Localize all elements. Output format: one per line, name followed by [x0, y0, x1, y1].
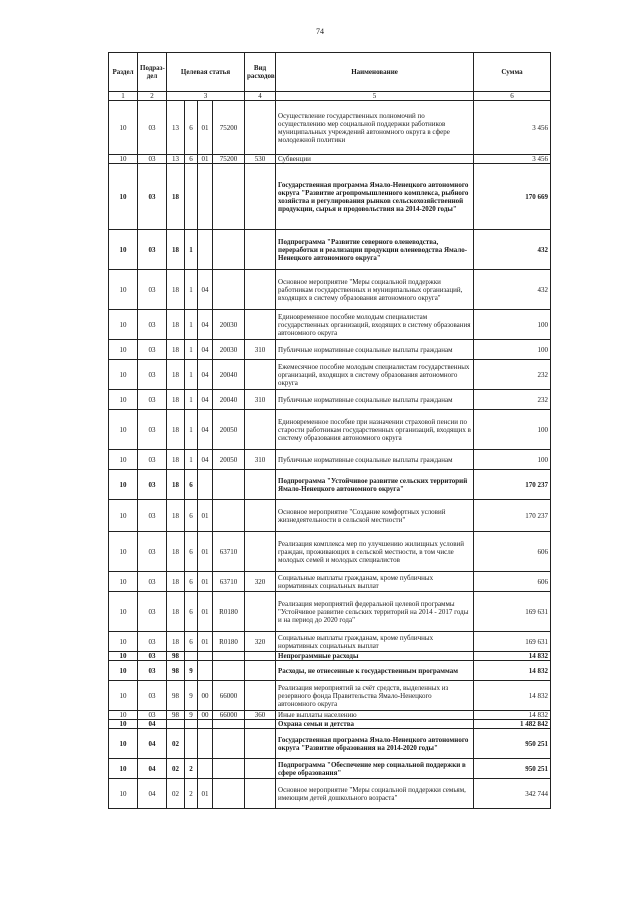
target-direction-cell: [213, 652, 245, 661]
target-direction-cell: 20050: [213, 450, 245, 470]
sum-cell: 170 669: [474, 164, 551, 230]
target-program-cell: 18: [167, 572, 185, 592]
target-direction-cell: [213, 729, 245, 759]
target-subprogram-cell: 6: [185, 101, 198, 155]
sum-cell: 100: [474, 410, 551, 450]
item-name-cell: Осуществление государственных полномочий по осуществлению мер социальной поддержки работников муниципальных учреждений автономного округа в сфере молодежной политики: [276, 101, 474, 155]
target-program-cell: 02: [167, 729, 185, 759]
target-subprogram-cell: 1: [185, 390, 198, 410]
target-subprogram-cell: 2: [185, 779, 198, 809]
podrazdel-cell: 04: [138, 759, 167, 779]
podrazdel-cell: 03: [138, 390, 167, 410]
target-event-cell: 04: [198, 310, 213, 340]
podrazdel-cell: 03: [138, 572, 167, 592]
target-direction-cell: 20030: [213, 340, 245, 360]
expense-type-cell: [245, 592, 276, 632]
podrazdel-cell: 04: [138, 779, 167, 809]
expense-type-cell: [245, 500, 276, 532]
target-event-cell: 01: [198, 532, 213, 572]
target-event-cell: 01: [198, 572, 213, 592]
target-program-cell: 18: [167, 500, 185, 532]
target-event-cell: 04: [198, 410, 213, 450]
item-name-cell: Основное мероприятие "Меры социальной поддержки работникам государственных и муниципальных организаций, входящих в систему образования автономного округа": [276, 270, 474, 310]
target-program-cell: [167, 720, 185, 729]
sum-cell: 232: [474, 360, 551, 390]
target-event-cell: 04: [198, 450, 213, 470]
razdel-cell: 10: [109, 410, 138, 450]
target-direction-cell: 63710: [213, 532, 245, 572]
target-subprogram-cell: 1: [185, 450, 198, 470]
target-subprogram-cell: 6: [185, 572, 198, 592]
podrazdel-cell: 03: [138, 661, 167, 681]
item-name-cell: Государственная программа Ямало-Ненецкого автономного округа "Развитие образования на 2014-2020 годы": [276, 729, 474, 759]
razdel-cell: 10: [109, 652, 138, 661]
podrazdel-cell: 03: [138, 360, 167, 390]
target-event-cell: [198, 720, 213, 729]
table-row: [109, 470, 551, 500]
target-event-cell: 04: [198, 270, 213, 310]
expense-type-cell: 360: [245, 711, 276, 720]
sum-cell: 14 832: [474, 652, 551, 661]
target-program-cell: 13: [167, 155, 185, 164]
table-row: [109, 759, 551, 779]
item-name-cell: Непрограммные расходы: [276, 652, 474, 661]
razdel-cell: 10: [109, 532, 138, 572]
podrazdel-cell: 03: [138, 164, 167, 230]
target-subprogram-cell: 9: [185, 661, 198, 681]
budget-table: [108, 52, 551, 809]
podrazdel-cell: 03: [138, 270, 167, 310]
expense-type-cell: [245, 310, 276, 340]
target-subprogram-cell: 6: [185, 155, 198, 164]
razdel-cell: 10: [109, 632, 138, 652]
expense-type-cell: [245, 720, 276, 729]
item-name-cell: Иные выплаты населению: [276, 711, 474, 720]
podrazdel-cell: 03: [138, 410, 167, 450]
sum-cell: 432: [474, 270, 551, 310]
target-event-cell: 01: [198, 779, 213, 809]
target-direction-cell: 75200: [213, 155, 245, 164]
table-row: [109, 632, 551, 652]
target-direction-cell: 63710: [213, 572, 245, 592]
expense-type-cell: [245, 759, 276, 779]
target-subprogram-cell: [185, 720, 198, 729]
target-program-cell: 18: [167, 632, 185, 652]
item-name-cell: Подпрограмма "Развитие северного оленеводства, переработки и реализации продукции оленеводства Ямало-Ненецкого автономного округа": [276, 230, 474, 270]
expense-type-cell: [245, 410, 276, 450]
item-name-cell: Основное мероприятие "Создание комфортных условий жизнедеятельности в сельской местности": [276, 500, 474, 532]
item-name-cell: Реализация комплекса мер по улучшению жилищных условий граждан, проживающих в сельской местности, в том числе молодых семей и молодых специалистов: [276, 532, 474, 572]
target-program-cell: 18: [167, 390, 185, 410]
item-name-cell: Социальные выплаты гражданам, кроме публичных нормативных социальных выплат: [276, 572, 474, 592]
column-index: 2: [138, 92, 167, 101]
table-row: [109, 592, 551, 632]
expense-type-cell: 530: [245, 155, 276, 164]
target-subprogram-cell: 9: [185, 711, 198, 720]
table-row: [109, 729, 551, 759]
header-podrazdel: Подраз-дел: [138, 53, 167, 92]
target-event-cell: 04: [198, 340, 213, 360]
sum-cell: 3 456: [474, 155, 551, 164]
expense-type-cell: 310: [245, 390, 276, 410]
target-event-cell: 04: [198, 390, 213, 410]
target-direction-cell: 20030: [213, 310, 245, 340]
target-event-cell: [198, 759, 213, 779]
razdel-cell: 10: [109, 779, 138, 809]
sum-cell: 169 631: [474, 592, 551, 632]
sum-cell: 100: [474, 450, 551, 470]
expense-type-cell: [245, 652, 276, 661]
item-name-cell: Публичные нормативные социальные выплаты гражданам: [276, 450, 474, 470]
item-name-cell: Ежемесячное пособие молодым специалистам государственных организаций, входящих в систему образования автономного округа: [276, 360, 474, 390]
table-row: [109, 310, 551, 340]
razdel-cell: 10: [109, 101, 138, 155]
target-event-cell: 04: [198, 360, 213, 390]
target-event-cell: 01: [198, 101, 213, 155]
expense-type-cell: [245, 532, 276, 572]
sum-cell: 170 237: [474, 500, 551, 532]
razdel-cell: 10: [109, 720, 138, 729]
sum-cell: 3 456: [474, 101, 551, 155]
item-name-cell: Расходы, не отнесенные к государственным программам: [276, 661, 474, 681]
target-subprogram-cell: 1: [185, 360, 198, 390]
razdel-cell: 10: [109, 360, 138, 390]
target-event-cell: 00: [198, 681, 213, 711]
razdel-cell: 10: [109, 592, 138, 632]
target-direction-cell: [213, 470, 245, 500]
podrazdel-cell: 04: [138, 720, 167, 729]
table-row: [109, 572, 551, 592]
table-row: [109, 661, 551, 681]
target-subprogram-cell: 1: [185, 410, 198, 450]
item-name-cell: Реализация мероприятий федеральной целевой программы "Устойчивое развитие сельских территорий на 2014 - 2017 годы и на период до 2020 года": [276, 592, 474, 632]
target-program-cell: 18: [167, 532, 185, 572]
target-program-cell: 98: [167, 711, 185, 720]
header-sum: Сумма: [474, 53, 551, 92]
podrazdel-cell: 03: [138, 532, 167, 572]
target-program-cell: 18: [167, 164, 185, 230]
razdel-cell: 10: [109, 729, 138, 759]
target-direction-cell: [213, 230, 245, 270]
expense-type-cell: [245, 779, 276, 809]
target-subprogram-cell: 6: [185, 470, 198, 500]
target-event-cell: [198, 470, 213, 500]
table-row: [109, 711, 551, 720]
razdel-cell: 10: [109, 661, 138, 681]
expense-type-cell: [245, 681, 276, 711]
target-subprogram-cell: 1: [185, 230, 198, 270]
target-subprogram-cell: 6: [185, 532, 198, 572]
podrazdel-cell: 03: [138, 632, 167, 652]
page-number: 74: [316, 27, 324, 36]
item-name-cell: Основное мероприятие "Меры социальной поддержки семьям, имеющим детей дошкольного возраста": [276, 779, 474, 809]
table-row: [109, 340, 551, 360]
podrazdel-cell: 03: [138, 155, 167, 164]
target-event-cell: 01: [198, 500, 213, 532]
target-event-cell: [198, 661, 213, 681]
target-program-cell: 02: [167, 759, 185, 779]
target-subprogram-cell: 6: [185, 632, 198, 652]
razdel-cell: 10: [109, 470, 138, 500]
item-name-cell: Единовременное пособие при назначении страховой пенсии по старости работникам государственных организаций, входящих в систему образования автономного округа: [276, 410, 474, 450]
podrazdel-cell: 03: [138, 230, 167, 270]
target-event-cell: [198, 652, 213, 661]
expense-type-cell: 320: [245, 572, 276, 592]
column-index: 3: [167, 92, 245, 101]
header-row: [109, 53, 551, 92]
razdel-cell: 10: [109, 572, 138, 592]
item-name-cell: Социальные выплаты гражданам, кроме публичных нормативных социальных выплат: [276, 632, 474, 652]
target-direction-cell: 20040: [213, 360, 245, 390]
podrazdel-cell: 03: [138, 450, 167, 470]
razdel-cell: 10: [109, 390, 138, 410]
table-row: [109, 270, 551, 310]
target-subprogram-cell: 1: [185, 270, 198, 310]
target-subprogram-cell: 6: [185, 500, 198, 532]
item-name-cell: Реализация мероприятий за счёт средств, выделенных из резервного фонда Правительства Ямало-Ненецкого автономного округа: [276, 681, 474, 711]
sum-cell: 606: [474, 532, 551, 572]
podrazdel-cell: 03: [138, 681, 167, 711]
target-event-cell: 00: [198, 711, 213, 720]
header-expense-type: Вид расходов: [245, 53, 276, 92]
item-name-cell: Охрана семьи и детства: [276, 720, 474, 729]
target-direction-cell: R0180: [213, 632, 245, 652]
table-row: [109, 164, 551, 230]
expense-type-cell: [245, 230, 276, 270]
podrazdel-cell: 03: [138, 310, 167, 340]
target-direction-cell: [213, 500, 245, 532]
podrazdel-cell: 03: [138, 592, 167, 632]
item-name-cell: Государственная программа Ямало-Ненецкого автономного округа "Развитие агропромышленного комплекса, рыбного хозяйства и регулирования рынков сельскохозяйственной продукции, сырья и продовольствия на 2014-2020 годы": [276, 164, 474, 230]
sum-cell: 432: [474, 230, 551, 270]
target-subprogram-cell: [185, 164, 198, 230]
podrazdel-cell: 03: [138, 711, 167, 720]
target-program-cell: 98: [167, 652, 185, 661]
target-event-cell: 01: [198, 592, 213, 632]
table-row: [109, 779, 551, 809]
target-subprogram-cell: 2: [185, 759, 198, 779]
sum-cell: 232: [474, 390, 551, 410]
column-index: 5: [276, 92, 474, 101]
item-name-cell: Публичные нормативные социальные выплаты гражданам: [276, 340, 474, 360]
expense-type-cell: [245, 270, 276, 310]
table-row: [109, 230, 551, 270]
table-row: [109, 155, 551, 164]
razdel-cell: 10: [109, 155, 138, 164]
item-name-cell: Подпрограмма "Устойчивое развитие сельских территорий Ямало-Ненецкого автономного округа": [276, 470, 474, 500]
target-program-cell: 18: [167, 592, 185, 632]
target-subprogram-cell: [185, 729, 198, 759]
sum-cell: 950 251: [474, 729, 551, 759]
target-direction-cell: [213, 661, 245, 681]
target-program-cell: 18: [167, 340, 185, 360]
target-event-cell: [198, 230, 213, 270]
expense-type-cell: [245, 661, 276, 681]
column-index: 1: [109, 92, 138, 101]
column-index: 4: [245, 92, 276, 101]
razdel-cell: 10: [109, 270, 138, 310]
target-direction-cell: 75200: [213, 101, 245, 155]
target-program-cell: 18: [167, 270, 185, 310]
expense-type-cell: [245, 729, 276, 759]
target-program-cell: 18: [167, 450, 185, 470]
target-direction-cell: R0180: [213, 592, 245, 632]
table-row: [109, 652, 551, 661]
razdel-cell: 10: [109, 230, 138, 270]
sum-cell: 950 251: [474, 759, 551, 779]
podrazdel-cell: 03: [138, 101, 167, 155]
expense-type-cell: [245, 101, 276, 155]
razdel-cell: 10: [109, 681, 138, 711]
razdel-cell: 10: [109, 759, 138, 779]
sum-cell: 14 832: [474, 711, 551, 720]
target-event-cell: [198, 729, 213, 759]
target-direction-cell: [213, 270, 245, 310]
target-direction-cell: 66000: [213, 711, 245, 720]
target-direction-cell: [213, 164, 245, 230]
sum-cell: 606: [474, 572, 551, 592]
item-name-cell: Публичные нормативные социальные выплаты гражданам: [276, 390, 474, 410]
expense-type-cell: 310: [245, 340, 276, 360]
table-row: [109, 532, 551, 572]
sum-cell: 14 832: [474, 681, 551, 711]
podrazdel-cell: 03: [138, 470, 167, 500]
target-program-cell: 13: [167, 101, 185, 155]
table-row: [109, 360, 551, 390]
header-name: Наименование: [276, 53, 474, 92]
razdel-cell: 10: [109, 340, 138, 360]
podrazdel-cell: 03: [138, 500, 167, 532]
target-subprogram-cell: 1: [185, 340, 198, 360]
item-name-cell: Подпрограмма "Обеспечение мер социальной поддержки в сфере образования": [276, 759, 474, 779]
target-program-cell: 02: [167, 779, 185, 809]
target-program-cell: 18: [167, 310, 185, 340]
target-direction-cell: 20050: [213, 410, 245, 450]
target-event-cell: [198, 164, 213, 230]
target-direction-cell: [213, 759, 245, 779]
sum-cell: 100: [474, 340, 551, 360]
header-target-article: Целевая статья: [167, 53, 245, 92]
expense-type-cell: [245, 470, 276, 500]
razdel-cell: 10: [109, 164, 138, 230]
table-row: [109, 720, 551, 729]
target-program-cell: 18: [167, 360, 185, 390]
target-program-cell: 18: [167, 230, 185, 270]
target-event-cell: 01: [198, 155, 213, 164]
sum-cell: 14 832: [474, 661, 551, 681]
expense-type-cell: 310: [245, 450, 276, 470]
target-program-cell: 18: [167, 470, 185, 500]
table-row: [109, 450, 551, 470]
target-program-cell: 98: [167, 661, 185, 681]
expense-type-cell: [245, 164, 276, 230]
column-index-row: [109, 92, 551, 101]
razdel-cell: 10: [109, 310, 138, 340]
razdel-cell: 10: [109, 711, 138, 720]
razdel-cell: 10: [109, 500, 138, 532]
target-program-cell: 98: [167, 681, 185, 711]
table-row: [109, 681, 551, 711]
target-direction-cell: [213, 720, 245, 729]
target-direction-cell: [213, 779, 245, 809]
sum-cell: 342 744: [474, 779, 551, 809]
table-row: [109, 390, 551, 410]
sum-cell: 100: [474, 310, 551, 340]
item-name-cell: Субвенции: [276, 155, 474, 164]
sum-cell: 169 631: [474, 632, 551, 652]
header-razdel: Раздел: [109, 53, 138, 92]
podrazdel-cell: 03: [138, 652, 167, 661]
item-name-cell: Единовременное пособие молодым специалистам государственных организаций, входящих в систему образования автономного округа: [276, 310, 474, 340]
target-program-cell: 18: [167, 410, 185, 450]
table-row: [109, 101, 551, 155]
podrazdel-cell: 04: [138, 729, 167, 759]
target-subprogram-cell: 1: [185, 310, 198, 340]
table-row: [109, 500, 551, 532]
podrazdel-cell: 03: [138, 340, 167, 360]
target-direction-cell: 66000: [213, 681, 245, 711]
razdel-cell: 10: [109, 450, 138, 470]
sum-cell: 170 237: [474, 470, 551, 500]
target-subprogram-cell: [185, 652, 198, 661]
sum-cell: 1 482 842: [474, 720, 551, 729]
expense-type-cell: 320: [245, 632, 276, 652]
table-row: [109, 410, 551, 450]
target-direction-cell: 20040: [213, 390, 245, 410]
expense-type-cell: [245, 360, 276, 390]
column-index: 6: [474, 92, 551, 101]
target-subprogram-cell: 9: [185, 681, 198, 711]
target-event-cell: 01: [198, 632, 213, 652]
target-subprogram-cell: 6: [185, 592, 198, 632]
